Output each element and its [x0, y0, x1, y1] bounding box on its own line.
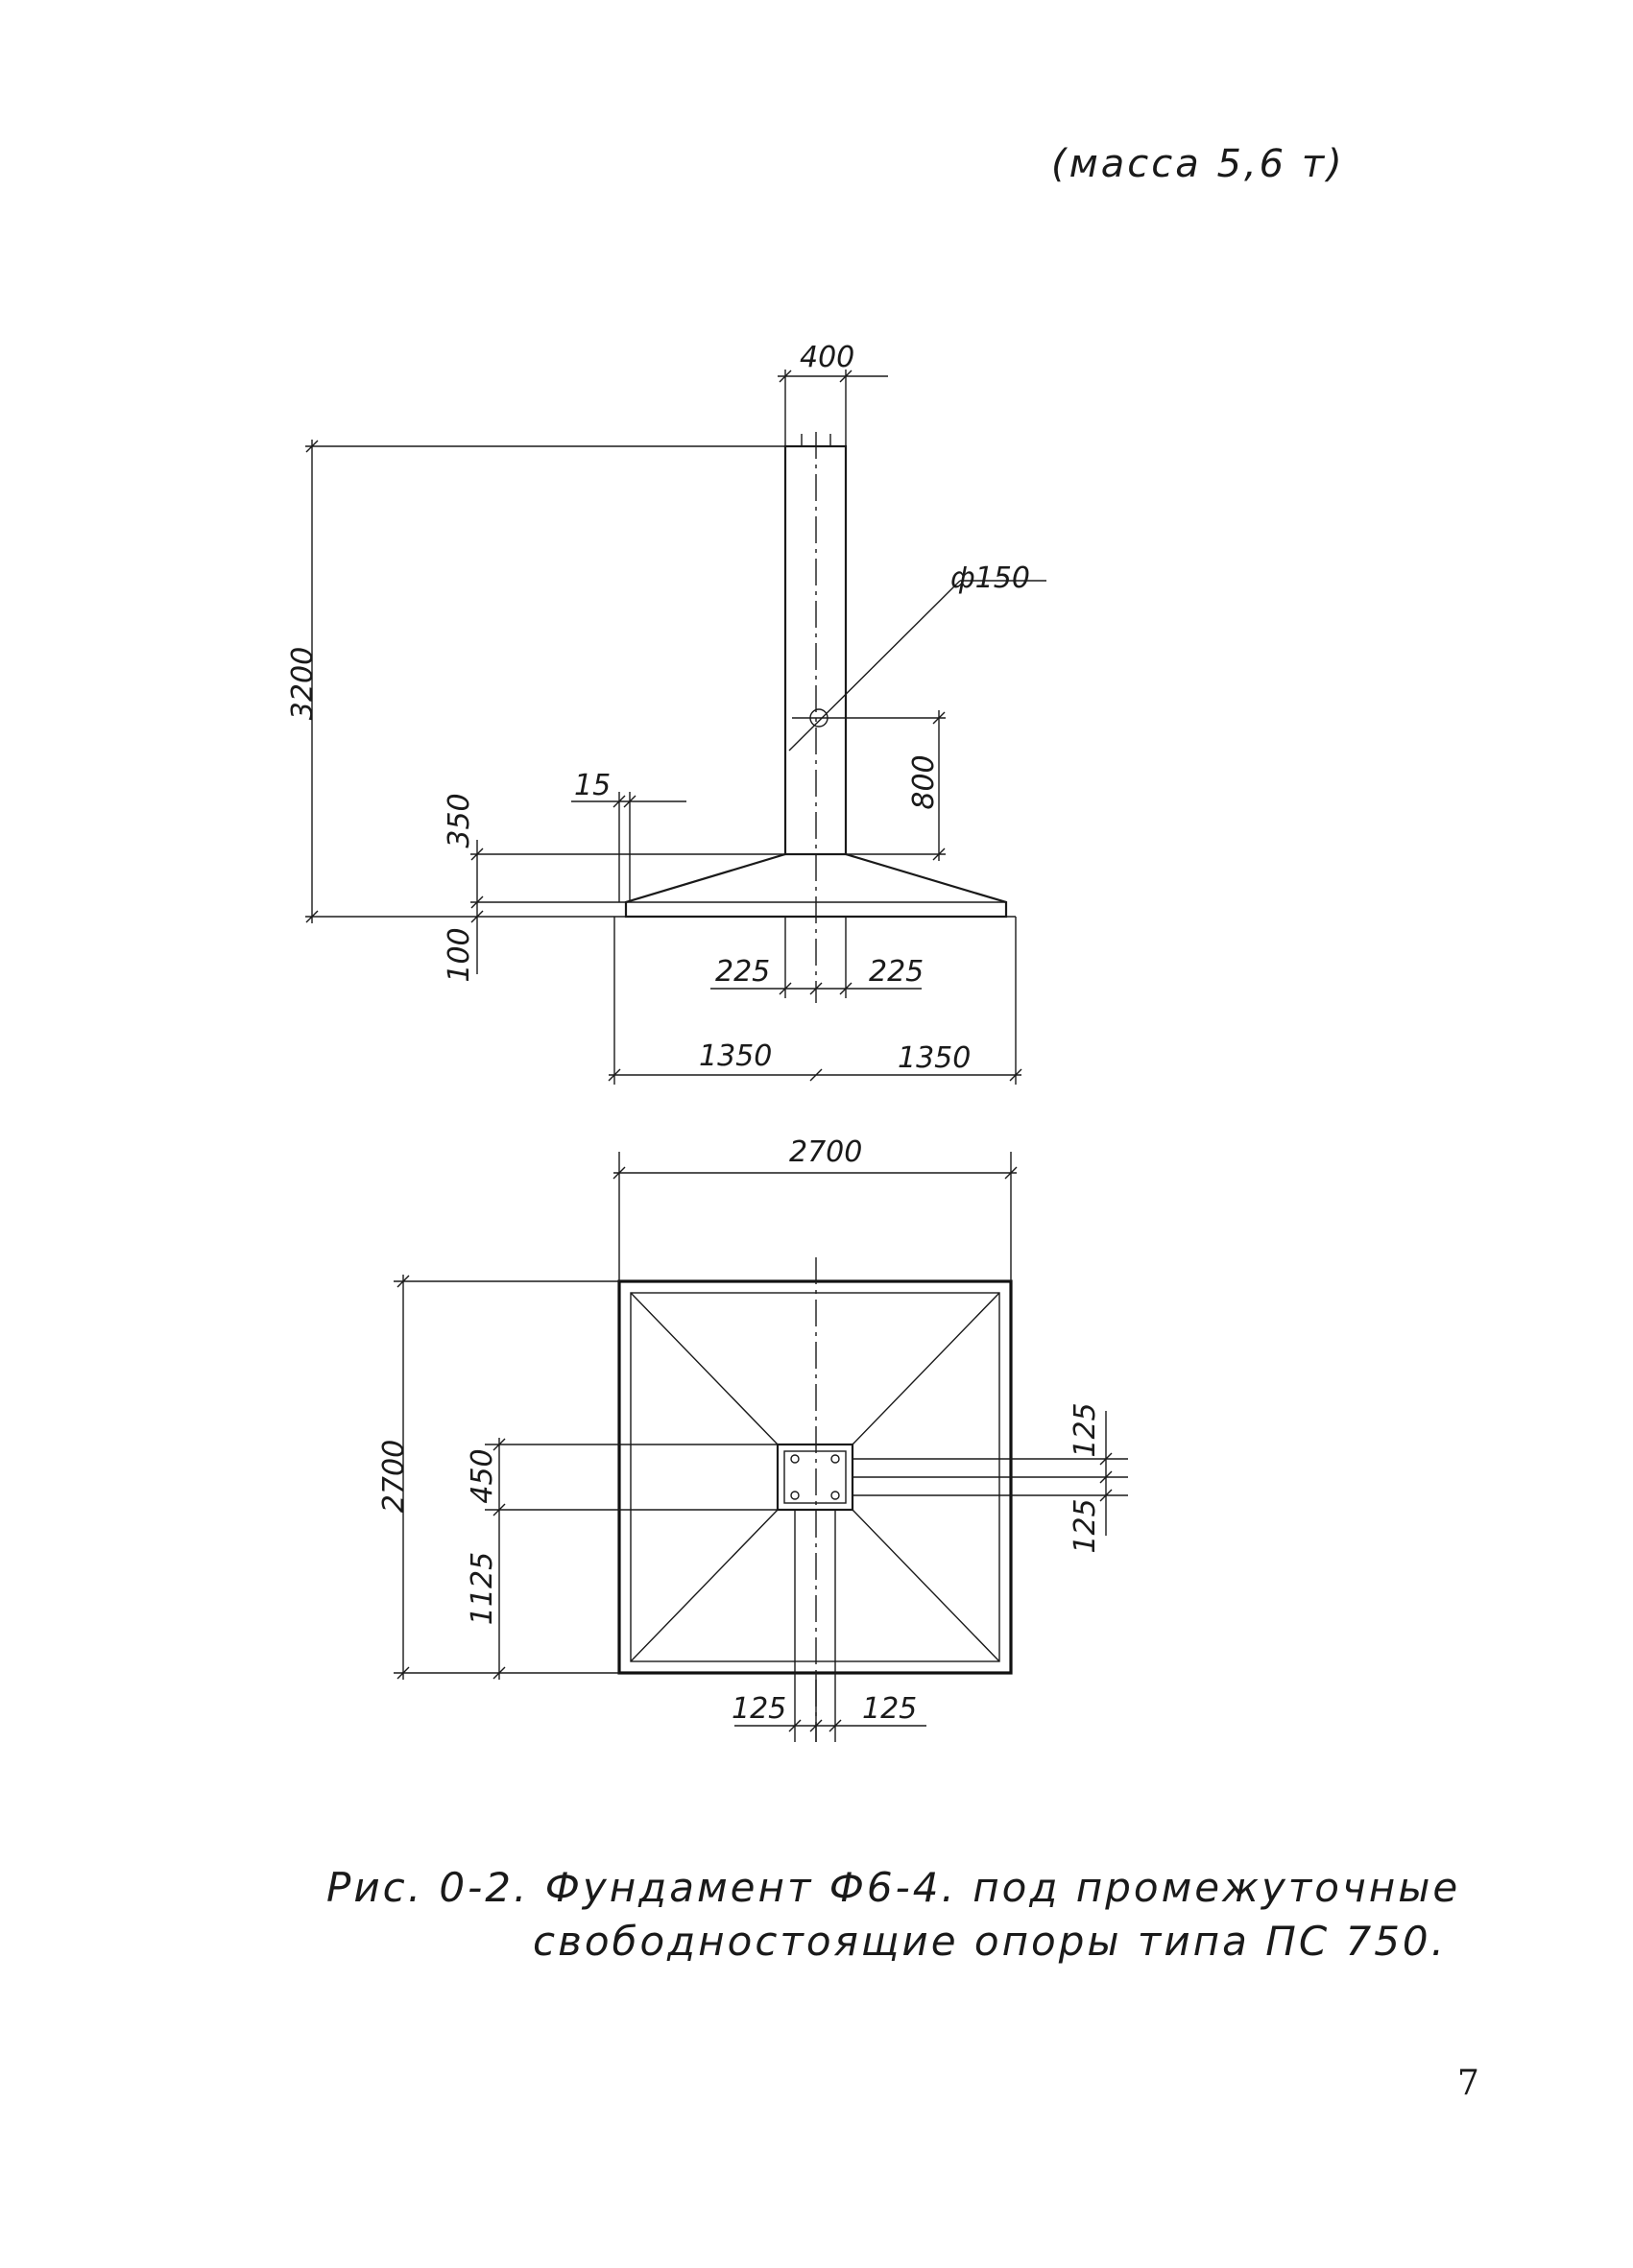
- dim-hole-height: 800: [907, 754, 941, 810]
- dim-edge-height: 100: [443, 927, 476, 983]
- dim-total-height: 3200: [286, 646, 320, 721]
- dim-overall-width: 2700: [789, 1135, 863, 1169]
- dim-bolt-right: 125: [862, 1692, 918, 1726]
- hole-leader: [789, 581, 960, 751]
- column-footprint-inner: [784, 1451, 846, 1503]
- plan-view: [377, 1135, 1128, 1742]
- bolt-3: [791, 1492, 799, 1499]
- dim-bolt-left: 125: [732, 1692, 787, 1726]
- elevation-view: [286, 341, 1046, 1085]
- column-footprint: [778, 1444, 853, 1510]
- dim-half-base-left: 1350: [699, 1039, 773, 1073]
- figure-caption-line2: свободностоящие опоры типа ПС 750.: [533, 1918, 1448, 1965]
- dim-hole-diameter: ф150: [950, 561, 1030, 595]
- dim-edge-offset: 15: [574, 769, 612, 802]
- figure-caption-line1: Рис. 0-2. Фундамент Ф6-4. под промежуточные: [326, 1864, 1461, 1911]
- bolt-4: [831, 1492, 839, 1499]
- bolt-2: [831, 1455, 839, 1463]
- mass-note: (масса 5,6 т): [1051, 142, 1345, 186]
- bolt-1: [791, 1455, 799, 1463]
- dim-bolt-bottom: 125: [1069, 1498, 1102, 1554]
- dim-half-column-right: 225: [869, 955, 925, 989]
- dim-half-base-right: 1350: [898, 1041, 972, 1075]
- dim-bolt-top: 125: [1069, 1402, 1102, 1458]
- dim-column-width: 400: [800, 341, 855, 374]
- page-number: 7: [1457, 2064, 1479, 2103]
- dim-half-column-left: 225: [715, 955, 771, 989]
- dim-slope-height: 350: [443, 793, 476, 848]
- dim-side-offset: 1125: [466, 1551, 499, 1626]
- dim-overall-depth: 2700: [377, 1439, 411, 1514]
- dim-center-block: 450: [466, 1448, 499, 1504]
